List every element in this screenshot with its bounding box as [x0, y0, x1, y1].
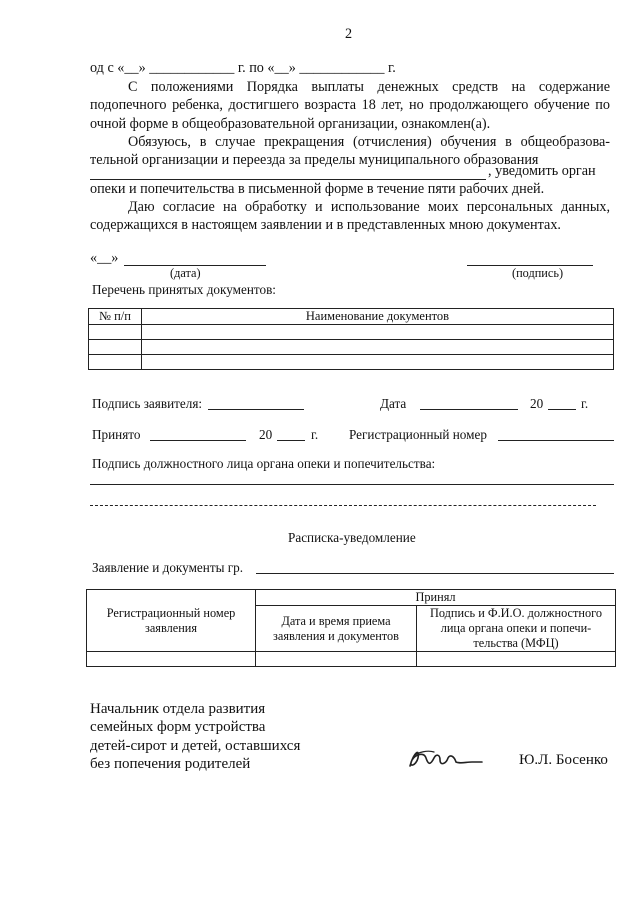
application-docs-label: Заявление и документы гр. — [92, 560, 244, 575]
cut-line — [90, 505, 596, 506]
position-line: семейных форм устройства — [90, 719, 266, 736]
table-row — [87, 652, 616, 667]
col-reg-header: Регистрационный номер заявления — [87, 590, 256, 652]
applicant-sign-label: Подпись заявителя: — [92, 396, 203, 411]
accepted-year-line[interactable] — [277, 440, 305, 441]
accepted-year-suffix: г. — [311, 427, 319, 442]
table-cell[interactable] — [87, 652, 256, 667]
table-cell[interactable] — [142, 325, 614, 340]
table-cell[interactable] — [89, 355, 142, 370]
table-row — [87, 590, 616, 606]
table-cell[interactable] — [89, 325, 142, 340]
docs-table — [88, 308, 614, 370]
handwritten-signature — [404, 744, 484, 774]
table-cell[interactable] — [142, 355, 614, 370]
paragraph-consent-text: Даю согласие на обработку и использование моих персональных данных, содержащихся в настоящем заявлении и в представленных мною документах. — [90, 199, 610, 234]
signer-name: Ю.Л. Босенко — [519, 752, 608, 768]
year-line[interactable] — [548, 409, 576, 410]
page-number: 2 — [345, 26, 353, 42]
table-row — [89, 309, 614, 325]
table-cell[interactable] — [142, 340, 614, 355]
table-row — [89, 325, 614, 340]
reg-number-line[interactable] — [498, 440, 614, 441]
table-cell[interactable] — [89, 340, 142, 355]
col-num-header: № п/п — [89, 309, 142, 325]
receipt-table — [86, 589, 616, 667]
paragraph-obligation-text: Обязуюсь, в случае прекращения (отчисления) обучения в общеобразова-тельной организации и переезда за пределы муниципального образования — [90, 134, 610, 169]
applicant-name-line[interactable] — [256, 573, 614, 574]
docs-list-title: Перечень принятых документов: — [92, 282, 276, 297]
accepted-year-prefix: 20 — [259, 427, 273, 442]
col-official-header: Подпись и Ф.И.О. должностного лица органа опеки и попечи-тельства (МФЦ) — [417, 606, 616, 652]
notify-text: , уведомить орган — [488, 163, 596, 179]
date-label: Дата — [380, 396, 407, 411]
year-prefix: 20 — [530, 396, 544, 411]
col-datetime-header: Дата и время приема заявления и документов — [256, 606, 417, 652]
period-line: од с «__» ____________ г. по «__» ____________ г. — [90, 60, 396, 76]
date-line[interactable] — [420, 409, 518, 410]
year-suffix: г. — [581, 396, 589, 411]
accepted-label: Принято — [92, 427, 141, 442]
table-row — [89, 355, 614, 370]
position-title — [90, 700, 300, 774]
date-quote: «__» — [90, 250, 119, 266]
paragraph-acquainted — [90, 78, 610, 133]
official-sign-label: Подпись должностного лица органа опеки и попечительства: — [92, 456, 436, 471]
receipt-title: Расписка-уведомление — [288, 530, 416, 545]
col-accepted-header: Принял — [256, 590, 616, 606]
table-cell[interactable] — [256, 652, 417, 667]
official-sign-line[interactable] — [90, 484, 614, 485]
table-cell[interactable] — [417, 652, 616, 667]
reg-number-label: Регистрационный номер — [349, 427, 487, 442]
position-line: без попечения родителей — [90, 756, 251, 773]
applicant-sign-line[interactable] — [208, 409, 304, 410]
signature-caption: (подпись) — [512, 266, 564, 280]
table-row — [89, 340, 614, 355]
accepted-line[interactable] — [150, 440, 246, 441]
position-line: Начальник отдела развития — [90, 701, 266, 717]
municipality-blank-line[interactable] — [90, 179, 486, 180]
paragraph-consent — [90, 198, 610, 235]
col-name-header: Наименование документов — [142, 309, 614, 325]
date-caption: (дата) — [170, 266, 201, 280]
paragraph-acquainted-text: С положениями Порядка выплаты денежных средств на содержание подопечного ребенка, достигшего возраста 18 лет, но продолжающего обучение по очной форме в общеобразовательной организации, ознакомлен(а). — [90, 79, 610, 132]
notify-text-cont: опеки и попечительства в письменной форме в течение пяти рабочих дней. — [90, 181, 545, 197]
position-line: детей-сирот и детей, оставшихся — [90, 737, 301, 754]
